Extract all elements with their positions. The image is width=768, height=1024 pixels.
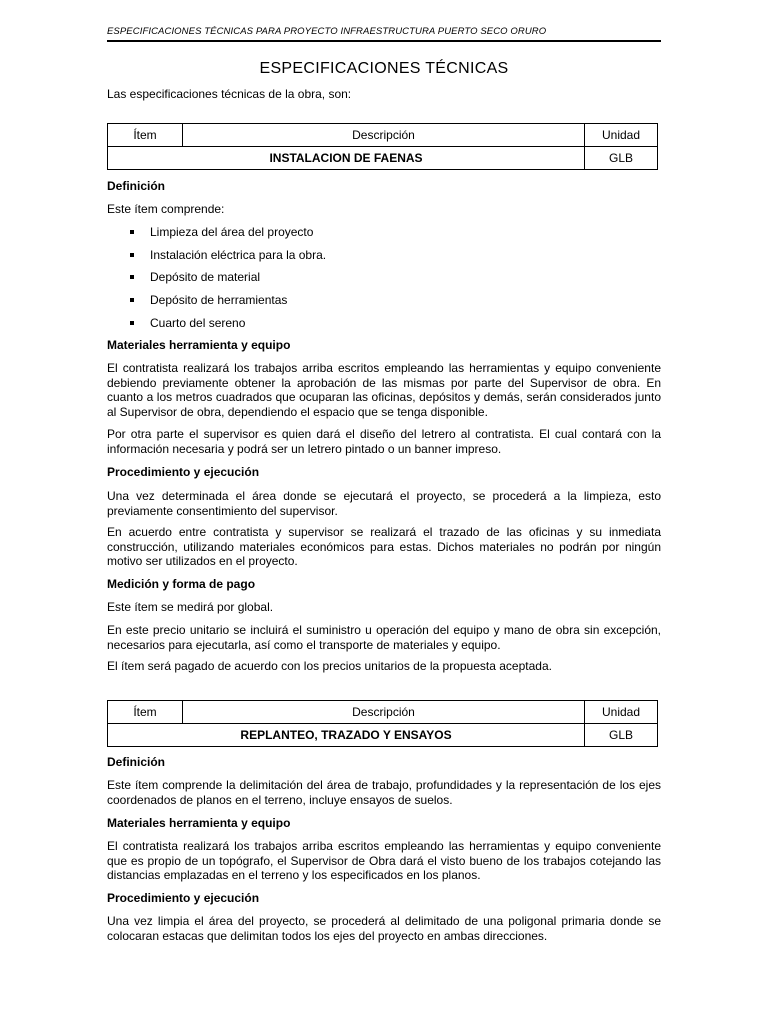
- materiales-paragraph-2: Por otra parte el supervisor es quien dará el diseño del letrero al contratista. El cual contará con la información necesaria y podrá ser un letrero pintado o un banner impreso.: [107, 427, 661, 456]
- procedimiento-paragraph-3: Una vez limpia el área del proyecto, se procederá al delimitado de una poligonal primaria donde se colocaran estacas que delimitan todos los ejes del proyecto en ambas direcciones.: [107, 914, 661, 943]
- bullet-square-icon: [130, 275, 134, 279]
- table-row: [108, 147, 658, 170]
- item-unit: GLB: [585, 724, 658, 747]
- list-item: Limpieza del área del proyecto: [130, 225, 313, 239]
- heading-definicion-2: Definición: [107, 755, 166, 769]
- spec-table-2: [107, 700, 658, 747]
- procedimiento-paragraph-2: En acuerdo entre contratista y supervisor se realizará el trazado de las oficinas y su inmediata construcción, utilizando materiales económicos para estas. Dichos materiales no podrán por ningún motivo ser utilizados en el proyecto.: [107, 525, 661, 569]
- definicion-text-1: Este ítem comprende:: [107, 202, 225, 216]
- document-title: ESPECIFICACIONES TÉCNICAS: [259, 60, 509, 77]
- item-name: INSTALACION DE FAENAS: [108, 147, 585, 170]
- table-row: [108, 724, 658, 747]
- table-header-row: [108, 124, 658, 147]
- bullet-square-icon: [130, 321, 134, 325]
- header-description: Descripción: [183, 124, 585, 147]
- running-header: ESPECIFICACIONES TÉCNICAS PARA PROYECTO INFRAESTRUCTURA PUERTO SECO ORURO: [107, 26, 661, 42]
- intro-text: Las especificaciones técnicas de la obra, son:: [107, 87, 352, 101]
- bullet-square-icon: [130, 298, 134, 302]
- medicion-paragraph-1: Este ítem se medirá por global.: [107, 600, 274, 614]
- heading-procedimiento-1: Procedimiento y ejecución: [107, 465, 260, 479]
- heading-materiales-2: Materiales herramienta y equipo: [107, 816, 291, 830]
- list-item: Depósito de herramientas: [130, 293, 287, 307]
- item-name: REPLANTEO, TRAZADO Y ENSAYOS: [108, 724, 585, 747]
- list-item: Cuarto del sereno: [130, 316, 245, 330]
- heading-definicion-1: Definición: [107, 179, 166, 193]
- header-unit: Unidad: [585, 701, 658, 724]
- header-unit: Unidad: [585, 124, 658, 147]
- heading-materiales-1: Materiales herramienta y equipo: [107, 338, 291, 352]
- table-header-row: [108, 701, 658, 724]
- bullet-square-icon: [130, 230, 134, 234]
- header-item: Ítem: [108, 124, 183, 147]
- materiales-paragraph-1: El contratista realizará los trabajos arriba escritos empleando las herramientas y equipo conveniente debiendo previamente obtener la aprobación de las mismas por parte del Supervisor de obra. En cuanto a los metros cuadrados que ocuparan las oficinas, depósitos y demás, serán considerados junto al Supervisor de obra, dependiendo el espacio que se tenga disponible.: [107, 361, 661, 419]
- materiales-paragraph-3: El contratista realizará los trabajos arriba escritos empleando las herramientas y equipo conveniente que es propio de un topógrafo, el Supervisor de Obra dará el visto bueno de los trabajos cotejando las distancias emplazadas en el terreno y los especificados en los planos.: [107, 839, 661, 883]
- procedimiento-paragraph-1: Una vez determinada el área donde se ejecutará el proyecto, se procederá a la limpieza, esto previamente consentimiento del supervisor.: [107, 489, 661, 518]
- heading-procedimiento-2: Procedimiento y ejecución: [107, 891, 260, 905]
- medicion-paragraph-2: En este precio unitario se incluirá el suministro u operación del equipo y mano de obra sin excepción, necesarios para ejecutarla, así como el transporte de materiales y equipo.: [107, 623, 661, 652]
- definicion-text-2: Este ítem comprende la delimitación del área de trabajo, profundidades y la representación de los ejes coordenados de planos en el terreno, incluye ensayos de suelos.: [107, 778, 661, 807]
- header-description: Descripción: [183, 701, 585, 724]
- bullet-square-icon: [130, 253, 134, 257]
- list-item: Instalación eléctrica para la obra.: [130, 248, 326, 262]
- header-item: Ítem: [108, 701, 183, 724]
- item-unit: GLB: [585, 147, 658, 170]
- list-item: Depósito de material: [130, 270, 260, 284]
- spec-table-1: [107, 123, 658, 170]
- heading-medicion: Medición y forma de pago: [107, 577, 256, 591]
- medicion-paragraph-3: El ítem será pagado de acuerdo con los precios unitarios de la propuesta aceptada.: [107, 659, 552, 673]
